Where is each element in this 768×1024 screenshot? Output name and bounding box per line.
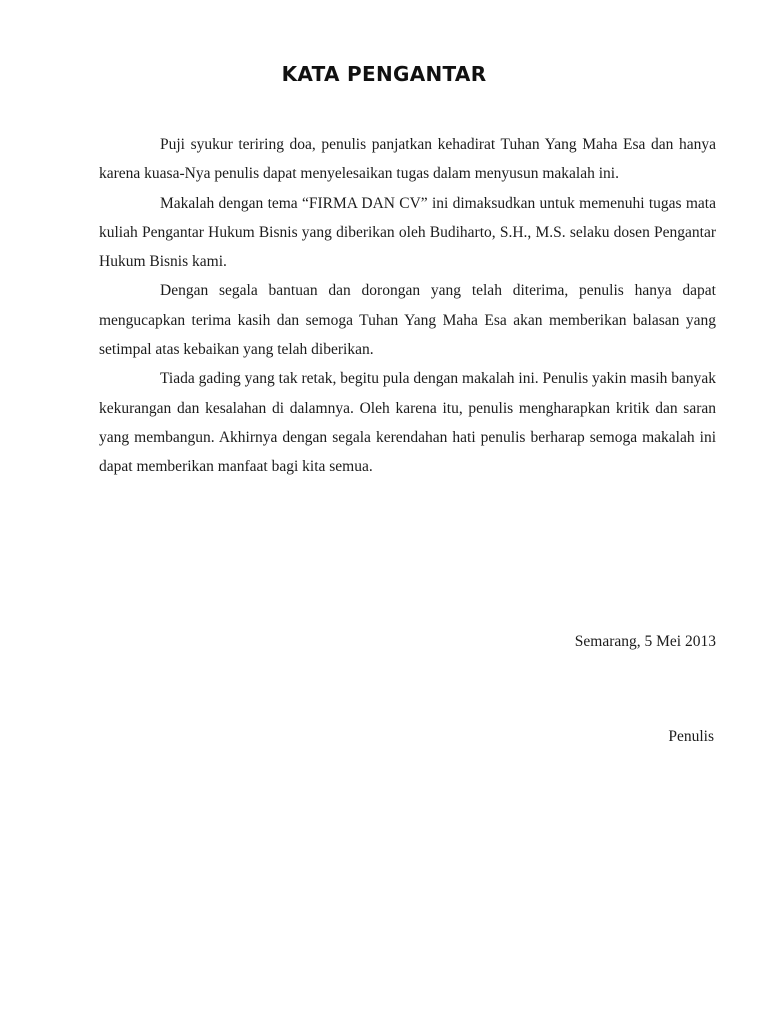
place-date: Semarang, 5 Mei 2013 <box>574 633 716 650</box>
foreword-body <box>99 130 716 482</box>
signer-name: Penulis <box>668 728 714 745</box>
page-title: KATA PENGANTAR <box>281 62 487 86</box>
paragraph-4: Tiada gading yang tak retak, begitu pula dengan makalah ini. Penulis yakin masih banyak kekurangan dan kesalahan di dalamnya. Oleh karena itu, penulis mengharapkan kritik dan saran yang membangun. Akhirnya dengan segala kerendahan hati penulis berharap semoga makalah ini dapat memberikan manfaat bagi kita semua. <box>99 370 717 476</box>
paragraph-3: Dengan segala bantuan dan dorongan yang telah diterima, penulis hanya dapat mengucapkan terima kasih dan semoga Tuhan Yang Maha Esa akan memberikan balasan yang setimpal atas kebaikan yang telah diberikan. <box>99 282 716 359</box>
paragraph-1: Puji syukur teriring doa, penulis panjatkan kehadirat Tuhan Yang Maha Esa dan hanya karena kuasa-Nya penulis dapat menyelesaikan tugas dalam menyusun makalah ini. <box>99 136 716 183</box>
paragraph-2: Makalah dengan tema “FIRMA DAN CV” ini dimaksudkan untuk memenuhi tugas mata kuliah Pengantar Hukum Bisnis yang diberikan oleh Budiharto, S.H., M.S. selaku dosen Pengantar Hukum Bisnis kami. <box>99 194 716 271</box>
